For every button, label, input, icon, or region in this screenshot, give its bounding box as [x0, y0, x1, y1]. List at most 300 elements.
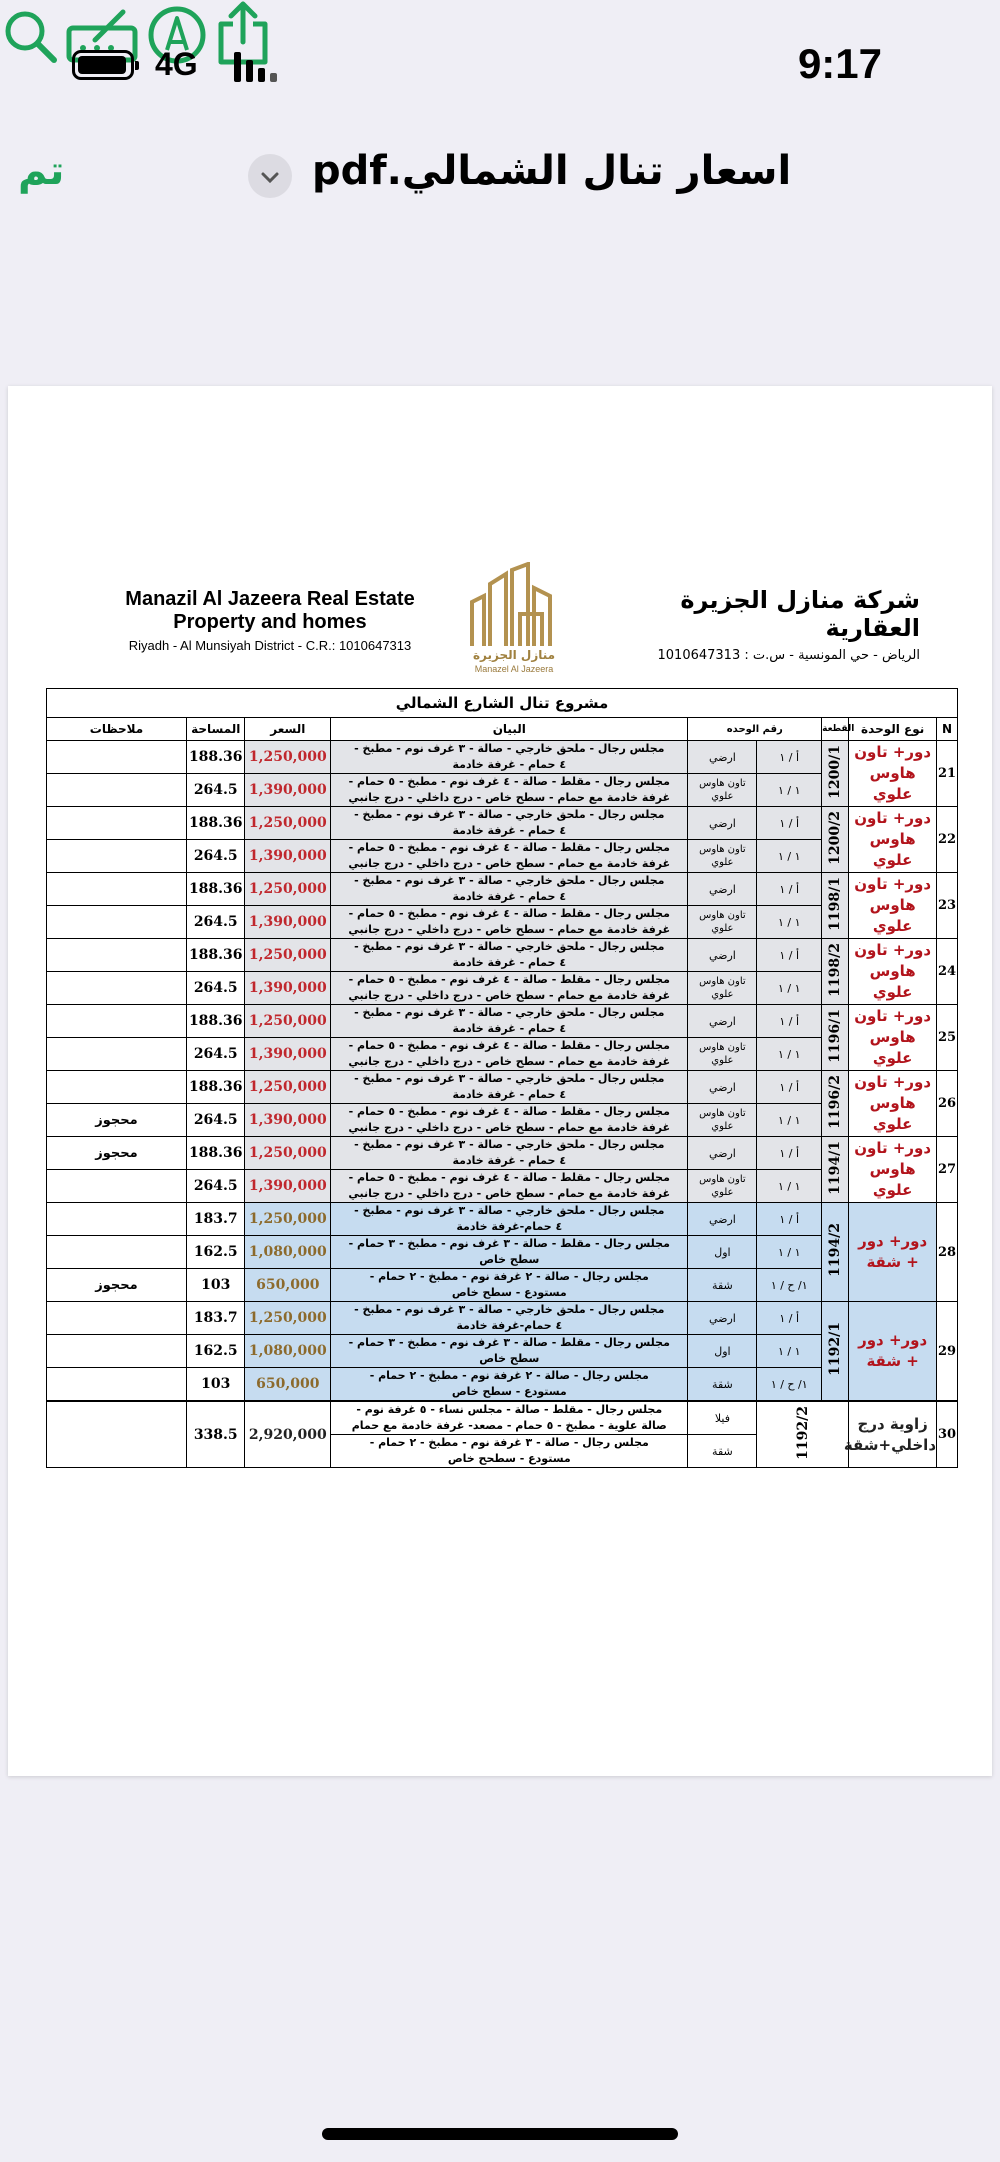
area-cell: 188.36 — [186, 1137, 245, 1170]
unit-type-cell: فيلا — [688, 1401, 757, 1435]
plot-cell — [822, 807, 849, 873]
area-cell: 264.5 — [186, 972, 245, 1005]
unit-number-cell: أ / ١ — [757, 1005, 822, 1038]
description-line: مجلس رجال - مقلط - صالة - مجلس نساء - ٥ غرفة نوم - — [356, 1403, 663, 1416]
unit-category-line: هاوس — [869, 830, 916, 848]
unit-type-cell: شقة — [688, 1269, 757, 1302]
description-line: غرفة خادمة مع حمام - سطح خاص - درج داخلي - درج جانبي — [348, 989, 671, 1002]
area-cell: 264.5 — [186, 1104, 245, 1137]
unit-description — [331, 1203, 688, 1236]
unit-category-cell — [849, 1302, 937, 1402]
notes-cell — [47, 1005, 187, 1038]
description-line: مجلس رجال - ملحق خارجي - صالة - ٣ غرف نوم - مطبخ - — [354, 1006, 665, 1019]
description-line: مستودع - سطحح خاص — [447, 1452, 571, 1465]
description-line: ٤ حمام - غرفة خادمة — [452, 890, 567, 903]
plot-cell — [822, 1071, 849, 1137]
unit-category-line: دور+ تاون — [854, 941, 932, 959]
description-line: مجلس رجال - مقلط - صالة - ٤ غرف نوم - مطبخ - ٥ حمام - — [348, 775, 670, 788]
price-cell: 1,250,000 — [245, 741, 331, 774]
row-number-cell: 25 — [937, 1005, 958, 1071]
notes-cell — [47, 1170, 187, 1203]
company-address-ar: الرياض - حي المونسية - س.ت : 1010647313 — [657, 648, 920, 663]
plot-cell — [822, 741, 849, 807]
notes-cell: محجوز — [47, 1269, 187, 1302]
table-header-row — [47, 718, 958, 741]
price-cell: 1,250,000 — [245, 873, 331, 906]
table-row — [47, 1269, 958, 1302]
unit-number-cell: ١ / ١ — [757, 1038, 822, 1071]
unit-number-cell: ١ / ١ — [757, 774, 822, 807]
notes-cell — [47, 1368, 187, 1402]
description-line: مجلس رجال - ملحق خارجي - صالة - ٣ غرف نوم - مطبخ - — [354, 742, 665, 755]
area-cell: 103 — [186, 1368, 245, 1402]
notes-cell — [47, 741, 187, 774]
price-cell: 1,390,000 — [245, 774, 331, 807]
unit-category-line: هاوس — [869, 1160, 916, 1178]
plot-number: 1200/2 — [827, 810, 844, 865]
plot-cell — [822, 1302, 849, 1402]
area-cell: 188.36 — [186, 1071, 245, 1104]
unit-description — [331, 807, 688, 840]
logo-text-en: Manazel Al Jazeera — [474, 664, 554, 674]
unit-number-cell: ١ / ١ — [757, 906, 822, 939]
description-line: مستودع - سطح خاص — [451, 1286, 567, 1299]
table-row — [47, 741, 958, 774]
plot-number: 1194/1 — [827, 1140, 844, 1195]
unit-type-cell: ارضي — [688, 807, 757, 840]
description-line: مجلس رجال - مقلط - صالة - ٤ غرف نوم - مطبخ - ٥ حمام - — [348, 1039, 670, 1052]
unit-type-cell: ارضي — [688, 1071, 757, 1104]
description-line: مجلس رجال - ملحق خارجي - صالة - ٣ غرف نوم - مطبخ - — [354, 940, 665, 953]
unit-type-line: تاون هاوس — [699, 778, 746, 789]
building-logo-icon — [454, 562, 574, 652]
unit-category-cell — [849, 939, 937, 1005]
table-row — [47, 1401, 958, 1435]
price-cell: 1,390,000 — [245, 840, 331, 873]
unit-type-line: علوي — [711, 791, 734, 802]
description-line: غرفة خادمة مع حمام - سطح خاص - درج داخلي - درج جانبي — [348, 1121, 671, 1134]
unit-description — [331, 1170, 688, 1203]
unit-type-cell — [688, 906, 757, 939]
notes-cell — [47, 1203, 187, 1236]
unit-description — [331, 774, 688, 807]
table-row — [47, 1335, 958, 1368]
area-cell: 188.36 — [186, 1005, 245, 1038]
plot-cell — [757, 1401, 849, 1468]
plot-cell — [822, 873, 849, 939]
unit-category-cell — [849, 1137, 937, 1203]
unit-category-line: دور+ تاون — [854, 1073, 932, 1091]
description-line: ٤ حمام - غرفة خادمة — [452, 956, 567, 969]
table-row — [47, 1170, 958, 1203]
unit-category-line: علوي — [872, 1181, 913, 1199]
header-n: N — [937, 718, 958, 741]
price-cell: 1,250,000 — [245, 1071, 331, 1104]
unit-number-cell: ١ / ١ — [757, 1170, 822, 1203]
header-unit-type: نوع الوحدة — [849, 718, 937, 741]
header-notes: ملاحظات — [47, 718, 187, 741]
price-cell: 650,000 — [245, 1368, 331, 1402]
notes-cell — [47, 1236, 187, 1269]
description-line: مجلس رجال - مقلط - صالة - ٤ غرف نوم - مطبخ - ٥ حمام - — [348, 1105, 670, 1118]
unit-type-line: تاون هاوس — [699, 1108, 746, 1119]
unit-type-cell: شقة — [688, 1368, 757, 1402]
table-row — [47, 1302, 958, 1335]
unit-category-line: + شقة — [866, 1352, 919, 1370]
table-title: مشروع تنال الشارع الشمالي — [47, 689, 958, 718]
plot-cell — [822, 1137, 849, 1203]
unit-type-cell — [688, 1170, 757, 1203]
unit-category-line: دور+ تاون — [854, 1007, 932, 1025]
unit-description — [331, 906, 688, 939]
notes-cell — [47, 1302, 187, 1335]
notes-cell — [47, 774, 187, 807]
unit-category-line: دور+ تاون — [854, 875, 932, 893]
description-line: مجلس رجال - ملحق خارجي - صالة - ٣ غرف نوم - مطبخ - — [354, 1303, 665, 1316]
unit-number-cell: أ / ١ — [757, 807, 822, 840]
unit-type-line: علوي — [711, 989, 734, 1000]
logo-text-ar: منازل الجزيرة — [472, 648, 556, 662]
plot-number: 1200/1 — [827, 744, 844, 799]
unit-type-cell — [688, 972, 757, 1005]
unit-category-line: + شقة — [866, 1253, 919, 1271]
unit-category-line: علوي — [872, 1115, 913, 1133]
notes-cell — [47, 840, 187, 873]
unit-category-cell — [843, 1401, 937, 1468]
price-cell: 1,250,000 — [245, 1203, 331, 1236]
table-row — [47, 1203, 958, 1236]
unit-category-line: هاوس — [869, 896, 916, 914]
unit-category-line: هاوس — [869, 962, 916, 980]
unit-type-line: تاون هاوس — [699, 910, 746, 921]
notes-cell — [47, 972, 187, 1005]
description-line: غرفة خادمة مع حمام - سطح خاص - درج داخلي - درج جانبي — [348, 1187, 671, 1200]
table-row — [47, 873, 958, 906]
area-cell: 188.36 — [186, 939, 245, 972]
price-cell: 1,390,000 — [245, 1170, 331, 1203]
unit-category-cell — [849, 1071, 937, 1137]
price-cell: 1,390,000 — [245, 1104, 331, 1137]
description-line: غرفة خادمة مع حمام - سطح خاص - درج داخلي - درج جانبي — [348, 857, 671, 870]
description-line: ٤ حمام-غرفة خادمة — [456, 1319, 563, 1332]
unit-number-cell: أ / ١ — [757, 1137, 822, 1170]
unit-type-cell — [688, 840, 757, 873]
price-cell: 1,390,000 — [245, 906, 331, 939]
header-description: البيان — [331, 718, 688, 741]
notes-cell — [47, 939, 187, 972]
unit-number-cell: ١ / ١ — [757, 1236, 822, 1269]
description-line: سطح خاص — [479, 1253, 540, 1266]
status-bar — [0, 0, 1000, 130]
description-line: مجلس رجال - مقلط - صالة - ٤ غرف نوم - مطبخ - ٥ حمام - — [348, 973, 670, 986]
network-label: 4G — [155, 46, 198, 82]
unit-type-cell — [688, 1104, 757, 1137]
unit-description — [331, 1335, 688, 1368]
description-line: مجلس رجال - مقلط - صالة - ٣ غرف نوم - مطبخ - ٣ حمام - — [348, 1237, 670, 1250]
description-line: مستودع - سطح خاص — [451, 1385, 567, 1398]
unit-category-cell — [849, 873, 937, 939]
area-cell: 188.36 — [186, 807, 245, 840]
plot-number: 1196/1 — [827, 1008, 844, 1063]
unit-description — [331, 1401, 688, 1435]
clock: 9:17 — [797, 40, 882, 87]
table-row — [47, 1104, 958, 1137]
unit-description — [331, 741, 688, 774]
table-row — [47, 1038, 958, 1071]
unit-type-cell: ارضي — [688, 1203, 757, 1236]
notes-cell — [47, 873, 187, 906]
table-row — [47, 1137, 958, 1170]
unit-description — [331, 1368, 688, 1402]
unit-description — [331, 939, 688, 972]
unit-category-line: هاوس — [869, 1094, 916, 1112]
unit-category-line: دور+ دور — [858, 1331, 928, 1349]
unit-category-line: علوي — [872, 851, 913, 869]
table-row — [47, 972, 958, 1005]
unit-type-cell: ارضي — [688, 1137, 757, 1170]
notes-cell: محجوز — [47, 1137, 187, 1170]
unit-description — [331, 1137, 688, 1170]
description-line: مجلس رجال - صالة - ٣ غرفة نوم - مطبخ - ٢ حمام - — [369, 1436, 649, 1449]
unit-category-line: زاوية درج — [857, 1414, 928, 1433]
plot-number: 1198/1 — [827, 876, 844, 931]
header-unit-number: رقم الوحده — [688, 718, 822, 741]
unit-category-cell — [849, 741, 937, 807]
description-line: مجلس رجال - ملحق خارجي - صالة - ٣ غرف نوم - مطبخ - — [354, 1138, 665, 1151]
header-price: السعر — [245, 718, 331, 741]
unit-description — [331, 1071, 688, 1104]
description-line: ٤ حمام-غرفة خادمة — [456, 1220, 563, 1233]
description-line: مجلس رجال - ملحق خارجي - صالة - ٣ غرف نوم - مطبخ - — [354, 808, 665, 821]
company-name-ar: شركة منازل الجزيرة العقارية — [680, 586, 920, 642]
unit-type-line: تاون هاوس — [699, 844, 746, 855]
unit-category-line: دور+ تاون — [854, 1139, 932, 1157]
price-cell: 1,250,000 — [245, 1137, 331, 1170]
price-cell: 1,250,000 — [245, 939, 331, 972]
unit-category-line: علوي — [872, 785, 913, 803]
area-cell: 264.5 — [186, 1038, 245, 1071]
unit-number-cell: أ / ١ — [757, 939, 822, 972]
price-cell: 1,250,000 — [245, 1005, 331, 1038]
description-line: مجلس رجال - ملحق خارجي - صالة - ٣ غرف نوم - مطبخ - — [354, 1204, 665, 1217]
area-cell: 264.5 — [186, 840, 245, 873]
unit-type-cell: ارضي — [688, 741, 757, 774]
row-number-cell: 30 — [937, 1401, 958, 1468]
unit-type-cell: ارضي — [688, 1005, 757, 1038]
table-row — [47, 807, 958, 840]
area-cell: 264.5 — [186, 774, 245, 807]
unit-type-line: تاون هاوس — [699, 976, 746, 987]
unit-number-cell: ١ / ١ — [757, 840, 822, 873]
unit-description — [331, 1435, 688, 1468]
price-cell: 2,920,000 — [245, 1401, 331, 1468]
unit-type-cell: اول — [688, 1335, 757, 1368]
unit-type-line: علوي — [711, 857, 734, 868]
price-table — [46, 688, 958, 1468]
table-row — [47, 906, 958, 939]
description-line: ٤ حمام - غرفة خادمة — [452, 758, 567, 771]
description-line: مجلس رجال - صالة - ٢ غرفة نوم - مطبخ - ٢ حمام - — [369, 1369, 649, 1382]
row-number-cell: 27 — [937, 1137, 958, 1203]
description-line: ٤ حمام - غرفة خادمة — [452, 1154, 567, 1167]
unit-type-line: تاون هاوس — [699, 1174, 746, 1185]
price-cell: 1,250,000 — [245, 1302, 331, 1335]
unit-number-cell: ١ / ١ — [757, 972, 822, 1005]
unit-category-line: علوي — [872, 983, 913, 1001]
description-line: غرفة خادمة مع حمام - سطح خاص - درج داخلي - درج جانبي — [348, 791, 671, 804]
description-line: مجلس رجال - ملحق خارجي - صالة - ٣ غرف نوم - مطبخ - — [354, 874, 665, 887]
unit-category-cell — [849, 1005, 937, 1071]
row-number-cell: 26 — [937, 1071, 958, 1137]
unit-description — [331, 1038, 688, 1071]
table-row — [47, 774, 958, 807]
unit-category-line: هاوس — [869, 764, 916, 782]
unit-description — [331, 972, 688, 1005]
company-subtitle-en: Property and homes — [173, 611, 367, 633]
table-row — [47, 1368, 958, 1402]
description-line: ٤ حمام - غرفة خادمة — [452, 1022, 567, 1035]
area-cell: 183.7 — [186, 1302, 245, 1335]
done-button[interactable]: تم — [18, 148, 65, 194]
table-row — [47, 1005, 958, 1038]
notes-cell — [47, 807, 187, 840]
notes-cell: محجوز — [47, 1104, 187, 1137]
description-line: مجلس رجال - مقلط - صالة - ٤ غرف نوم - مطبخ - ٥ حمام - — [348, 907, 670, 920]
unit-description — [331, 1236, 688, 1269]
price-cell: 1,390,000 — [245, 1038, 331, 1071]
unit-number-cell: ١/ ح / ١ — [757, 1368, 822, 1402]
notes-cell — [47, 1335, 187, 1368]
unit-category-cell — [849, 807, 937, 873]
unit-description — [331, 1269, 688, 1302]
area-cell: 264.5 — [186, 1170, 245, 1203]
unit-category-line: دور+ دور — [858, 1232, 928, 1250]
unit-number-cell: أ / ١ — [757, 1203, 822, 1236]
signal-icon — [234, 52, 278, 82]
plot-number: 1192/2 — [794, 1405, 811, 1460]
unit-type-cell — [688, 774, 757, 807]
header-area: المساحة — [186, 718, 245, 741]
price-cell: 1,080,000 — [245, 1236, 331, 1269]
plot-cell — [822, 939, 849, 1005]
unit-number-cell: أ / ١ — [757, 1071, 822, 1104]
unit-type-cell: ارضي — [688, 873, 757, 906]
company-header-en — [92, 588, 448, 653]
unit-description — [331, 840, 688, 873]
unit-category-line: هاوس — [869, 1028, 916, 1046]
plot-cell — [822, 1005, 849, 1071]
notes-cell — [47, 906, 187, 939]
description-line: مجلس رجال - صالة - ٢ غرفة نوم - مطبخ - ٢ حمام - — [369, 1270, 649, 1283]
price-cell: 1,250,000 — [245, 807, 331, 840]
home-indicator — [322, 2128, 678, 2140]
area-cell: 103 — [186, 1269, 245, 1302]
description-line: ٤ حمام - غرفة خادمة — [452, 824, 567, 837]
price-cell: 1,080,000 — [245, 1335, 331, 1368]
unit-category-line: دور+ تاون — [854, 809, 932, 827]
unit-type-line: علوي — [711, 1187, 734, 1198]
area-cell: 188.36 — [186, 873, 245, 906]
unit-type-cell: ارضي — [688, 1302, 757, 1335]
notes-cell — [47, 1401, 187, 1468]
unit-category-line: دور+ تاون — [854, 743, 932, 761]
unit-number-cell: أ / ١ — [757, 741, 822, 774]
battery-icon — [72, 50, 134, 80]
plot-number: 1194/2 — [827, 1223, 844, 1277]
plot-number: 1196/2 — [827, 1074, 844, 1129]
unit-description — [331, 1302, 688, 1335]
description-line: غرفة خادمة مع حمام - سطح خاص - درج داخلي - درج جانبي — [348, 923, 671, 936]
row-number-cell: 28 — [937, 1203, 958, 1302]
row-number-cell: 21 — [937, 741, 958, 807]
area-cell: 162.5 — [186, 1236, 245, 1269]
header-plot: القطعة — [822, 718, 849, 741]
plot-cell — [822, 1203, 849, 1302]
chevron-down-icon — [259, 166, 281, 188]
plot-number: 1192/1 — [827, 1322, 844, 1376]
unit-description — [331, 873, 688, 906]
unit-category-line: داخلي+شقة — [843, 1435, 937, 1454]
unit-number-cell: ١ / ١ — [757, 1104, 822, 1137]
title-menu-button[interactable] — [248, 154, 292, 198]
unit-number-cell: ١ / ١ — [757, 1335, 822, 1368]
unit-description — [331, 1005, 688, 1038]
unit-type-line: علوي — [711, 1121, 734, 1132]
description-line: سطح خاص — [479, 1352, 540, 1365]
description-line: مجلس رجال - مقلط - صالة - ٤ غرف نوم - مطبخ - ٥ حمام - — [348, 1171, 670, 1184]
row-number-cell: 23 — [937, 873, 958, 939]
area-cell: 338.5 — [186, 1401, 245, 1468]
table-row — [47, 939, 958, 972]
unit-type-line: تاون هاوس — [699, 1042, 746, 1053]
table-row — [47, 840, 958, 873]
company-logo — [454, 562, 574, 686]
unit-category-line: علوي — [872, 1049, 913, 1067]
unit-type-cell: اول — [688, 1236, 757, 1269]
description-line: غرفة خادمة مع حمام - سطح خاص - درج داخلي - درج جانبي — [348, 1055, 671, 1068]
table-row — [47, 1236, 958, 1269]
description-line: مجلس رجال - مقلط - صالة - ٣ غرف نوم - مطبخ - ٣ حمام - — [348, 1336, 670, 1349]
pdf-page[interactable] — [8, 386, 992, 1776]
unit-category-cell — [849, 1203, 937, 1302]
row-number-cell: 24 — [937, 939, 958, 1005]
unit-description — [331, 1104, 688, 1137]
unit-number-cell: أ / ١ — [757, 1302, 822, 1335]
notes-cell — [47, 1071, 187, 1104]
unit-category-line: علوي — [872, 917, 913, 935]
price-cell: 650,000 — [245, 1269, 331, 1302]
plot-number: 1198/2 — [827, 942, 844, 997]
document-title[interactable]: اسعار تنال الشمالي.pdf — [312, 148, 792, 194]
company-address-en: Riyadh - Al Munsiyah District - C.R.: 1010647313 — [128, 638, 412, 653]
area-cell: 264.5 — [186, 906, 245, 939]
row-number-cell: 22 — [937, 807, 958, 873]
unit-number-cell: أ / ١ — [757, 873, 822, 906]
description-line: ٤ حمام - غرفة خادمة — [452, 1088, 567, 1101]
description-line: مجلس رجال - مقلط - صالة - ٤ غرف نوم - مطبخ - ٥ حمام - — [348, 841, 670, 854]
unit-type-cell — [688, 1038, 757, 1071]
area-cell: 188.36 — [186, 741, 245, 774]
unit-type-cell: شقة — [688, 1435, 757, 1468]
area-cell: 162.5 — [186, 1335, 245, 1368]
description-line: مجلس رجال - ملحق خارجي - صالة - ٣ غرف نوم - مطبخ - — [354, 1072, 665, 1085]
company-header-ar — [600, 586, 920, 663]
description-line: صالة علوية - مطبخ - ٥ حمام - مصعد- غرفة خادمة مع حمام — [351, 1419, 667, 1432]
notes-cell — [47, 1038, 187, 1071]
area-cell: 183.7 — [186, 1203, 245, 1236]
table-row — [47, 1071, 958, 1104]
company-name-en: Manazil Al Jazeera Real Estate — [125, 588, 415, 610]
